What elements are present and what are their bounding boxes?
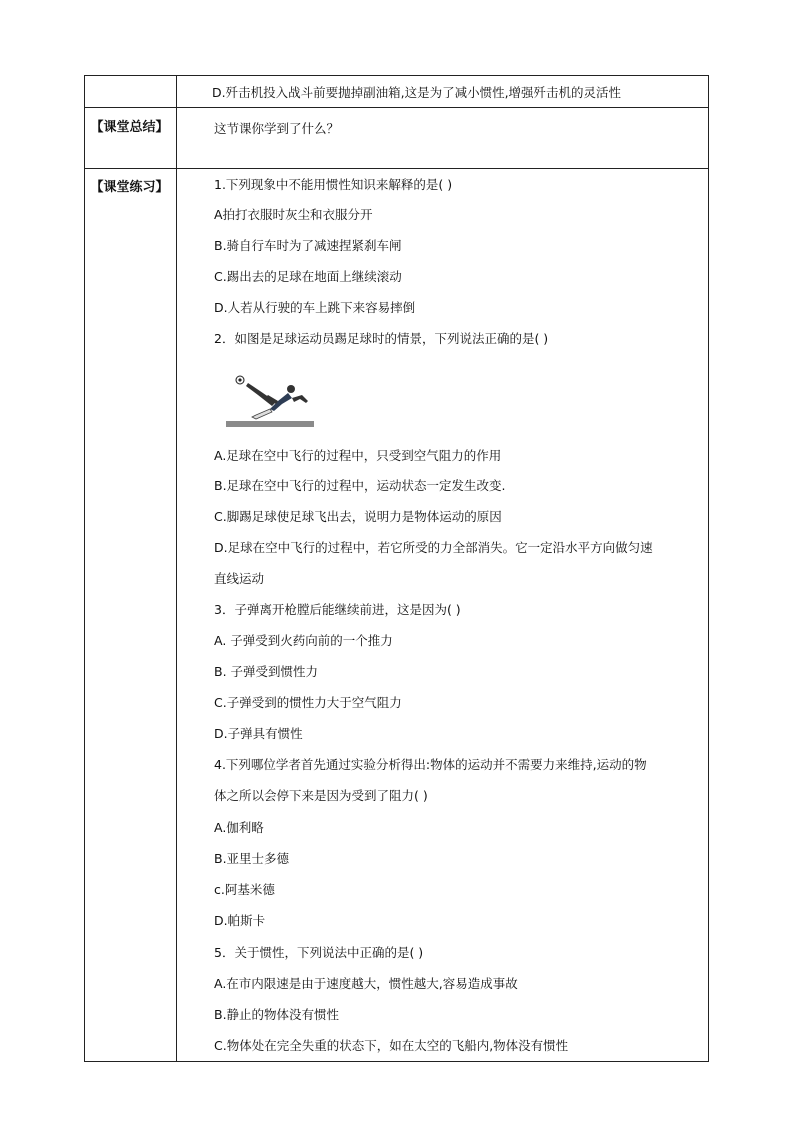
q3-option-d: D.子弹具有惯性 xyxy=(214,726,303,741)
q1-option-c: C.踢出去的足球在地面上继续滚动 xyxy=(214,269,402,284)
q5-option-b: B.静止的物体没有惯性 xyxy=(214,1007,340,1022)
q4-stem-line1: 4.下列哪位学者首先通过实验分析得出:物体的运动并不需要力来维持,运动的物 xyxy=(214,757,647,772)
q1-stem: 1.下列现象中不能用惯性知识来解释的是( ) xyxy=(214,177,453,192)
lesson-table xyxy=(84,75,709,1062)
summary-label: 【课堂总结】 xyxy=(90,120,169,135)
q4-stem-line2: 体之所以会停下来是因为受到了阻力( ) xyxy=(214,788,428,803)
q4-option-c: c.阿基米德 xyxy=(214,882,275,897)
practice-label: 【课堂练习】 xyxy=(90,180,169,195)
summary-text: 这节课你学到了什么？ xyxy=(214,121,340,136)
player-arm xyxy=(292,395,308,403)
q3-option-b: B. 子弹受到惯性力 xyxy=(214,664,319,679)
q2-option-d-line1: D.足球在空中飞行的过程中，若它所受的力全部消失。它一定沿水平方向做匀速 xyxy=(214,540,653,555)
ground-strip xyxy=(226,421,314,427)
row-divider xyxy=(85,168,708,169)
q2-option-c: C.脚踢足球使足球飞出去，说明力是物体运动的原因 xyxy=(214,509,502,524)
q1-option-b: B.骑自行车时为了减速捏紧刹车闸 xyxy=(214,238,402,253)
q3-option-a: A. 子弹受到火药向前的一个推力 xyxy=(214,633,393,648)
soccer-player-figure xyxy=(226,371,316,431)
q1-option-a: A拍打衣服时灰尘和衣服分开 xyxy=(214,207,373,222)
player-kicking-leg xyxy=(246,383,276,406)
q3-stem: 3．子弹离开枪膛后能继续前进，这是因为( ) xyxy=(214,602,461,617)
q2-option-a: A.足球在空中飞行的过程中，只受到空气阻力的作用 xyxy=(214,448,502,463)
q2-stem: 2．如图是足球运动员踢足球时的情景，下列说法正确的是( ) xyxy=(214,331,549,346)
q1-option-d: D.人若从行驶的车上跳下来容易摔倒 xyxy=(214,300,416,315)
q4-option-a: A.伽利略 xyxy=(214,820,264,835)
row-divider xyxy=(85,107,708,108)
q3-option-c: C.子弹受到的惯性力大于空气阻力 xyxy=(214,695,402,710)
q5-option-a: A.在市内限速是由于速度越大，惯性越大,容易造成事故 xyxy=(214,976,518,991)
column-divider xyxy=(176,76,177,1061)
q4-option-d: D.帕斯卡 xyxy=(214,913,266,928)
q4-option-b: B.亚里士多德 xyxy=(214,851,290,866)
continuation-text: D.歼击机投入战斗前要抛掉副油箱,这是为了减小惯性,增强歼击机的灵活性 xyxy=(212,85,622,100)
player-head xyxy=(287,385,295,393)
q5-stem: 5．关于惯性，下列说法中正确的是( ) xyxy=(214,945,424,960)
q2-option-d-line2: 直线运动 xyxy=(214,571,265,586)
q5-option-c: C.物体处在完全失重的状态下，如在太空的飞船内,物体没有惯性 xyxy=(214,1038,569,1053)
q2-option-b: B.足球在空中飞行的过程中，运动状态一定发生改变. xyxy=(214,478,506,493)
